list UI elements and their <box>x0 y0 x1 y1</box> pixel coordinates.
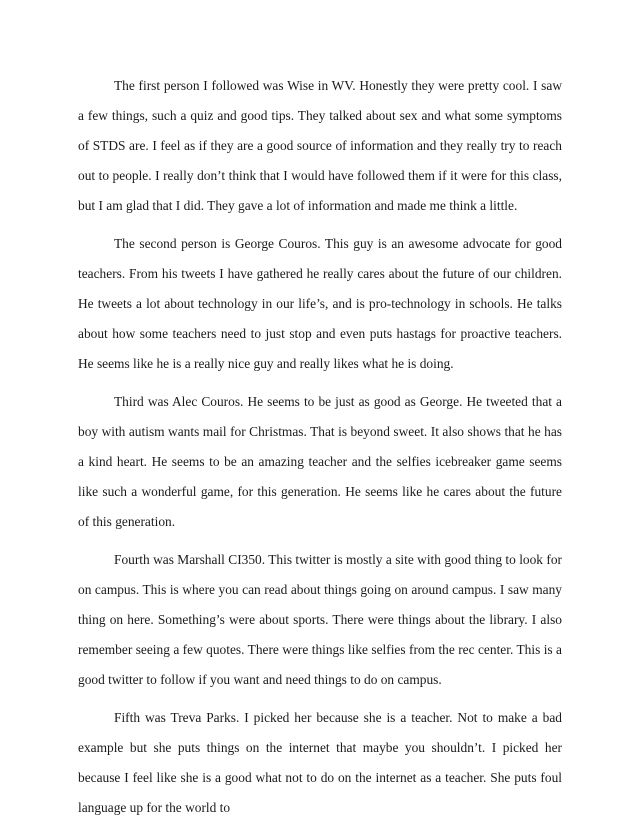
paragraph-treva-parks: Fifth was Treva Parks. I picked her because she is a teacher. Not to make a bad example but she puts things on the internet that maybe you shouldn’t. I picked her because I feel like she is a good what not to do on the internet as a teacher. She puts foul language up for the world to <box>78 710 562 815</box>
body-text <box>78 71 562 831</box>
paragraph-alec-couros: Third was Alec Couros. He seems to be just as good as George. He tweeted that a boy with autism wants mail for Christmas. That is beyond sweet. It also shows that he has a kind heart. He seems to be an amazing teacher and the selfies icebreaker game seems like such a wonderful game, for this generation. He seems like he cares about the future of this generation. <box>78 394 562 529</box>
paragraph-wise-in-wv: The first person I followed was Wise in WV. Honestly they were pretty cool. I saw a few things, such a quiz and good tips. They talked about sex and what some symptoms of STDS are. I feel as if they are a good source of information and they really try to reach out to people. I really don’t think that I would have followed them if it were for this class, but I am glad that I did. They gave a lot of information and made me think a little. <box>78 78 562 213</box>
paragraph-marshall-ci350: Fourth was Marshall CI350. This twitter is mostly a site with good thing to look for on campus. This is where you can read about things going on around campus. I saw many thing on here. Something’s were about sports. There were things about the library. I also remember seeing a few quotes. There were things like selfies from the rec center. This is a good twitter to follow if you want and need things to do on campus. <box>78 552 562 687</box>
paragraph-george-couros: The second person is George Couros. This guy is an awesome advocate for good teachers. From his tweets I have gathered he really cares about the future of our children. He tweets a lot about technology in our life’s, and is pro-technology in schools. He talks about how some teachers need to just stop and even puts hastags for proactive teachers. He seems like he is a really nice guy and really likes what he is doing. <box>78 236 562 371</box>
